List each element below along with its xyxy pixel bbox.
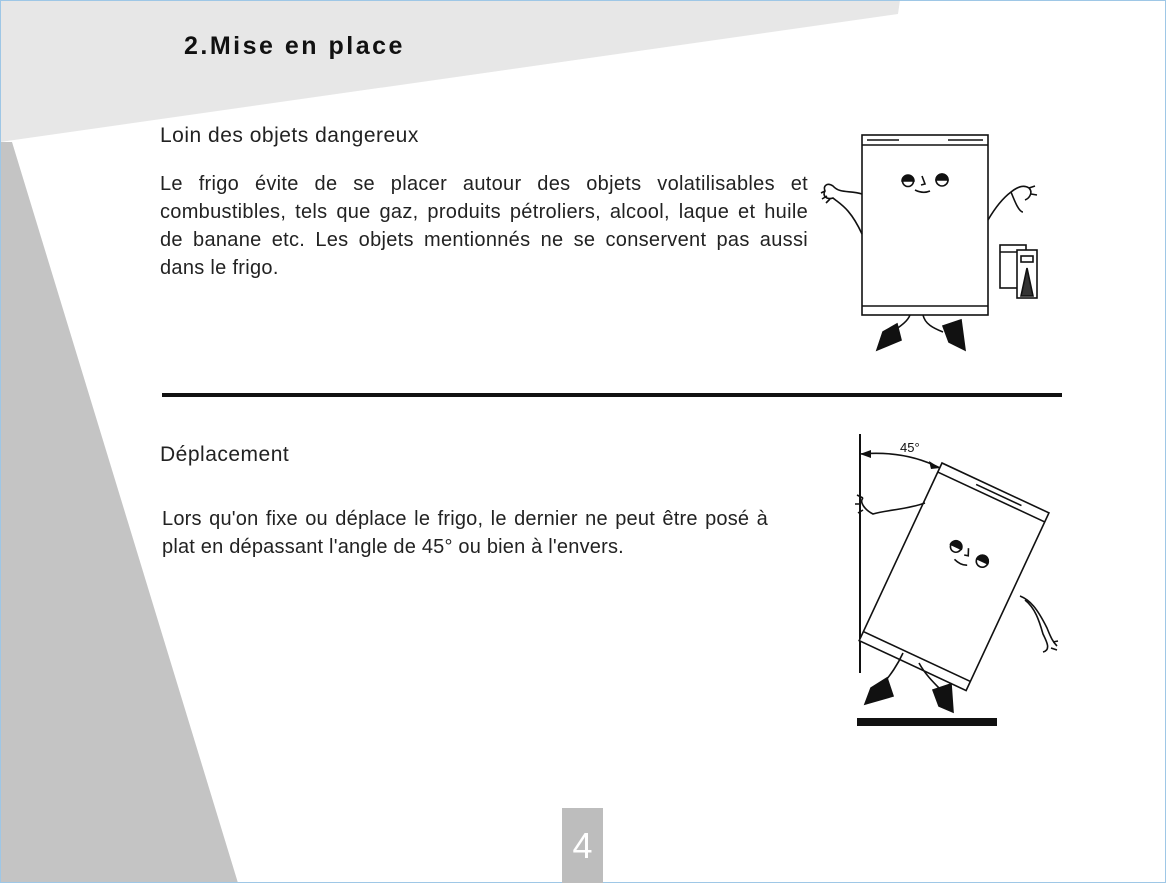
section-heading-dangerous-objects: Loin des objets dangereux <box>160 124 419 147</box>
section-text-dangerous-objects: Le frigo évite de se placer autour des objets volatilisables et combustibles, tels que gaz, produits pétroliers, alcool, laque et huile de banane etc. Les objets mentionnés ne se conservent pas aussi dans le frigo. <box>160 173 808 279</box>
fridge-character-illustration <box>815 128 1055 368</box>
section-text-moving: Lors qu'on fixe ou déplace le frigo, le dernier ne peut être posé à plat en dépassant l'angle de 45° ou bien à l'envers. <box>162 508 768 558</box>
page-title: 2.Mise en place <box>184 32 405 60</box>
tilted-fridge-illustration <box>815 428 1065 738</box>
page-number: 4 <box>572 824 593 866</box>
page-number-box <box>562 808 603 883</box>
angle-label: 45° <box>900 440 920 455</box>
section-divider <box>162 393 1062 397</box>
section-heading-moving: Déplacement <box>160 443 290 466</box>
